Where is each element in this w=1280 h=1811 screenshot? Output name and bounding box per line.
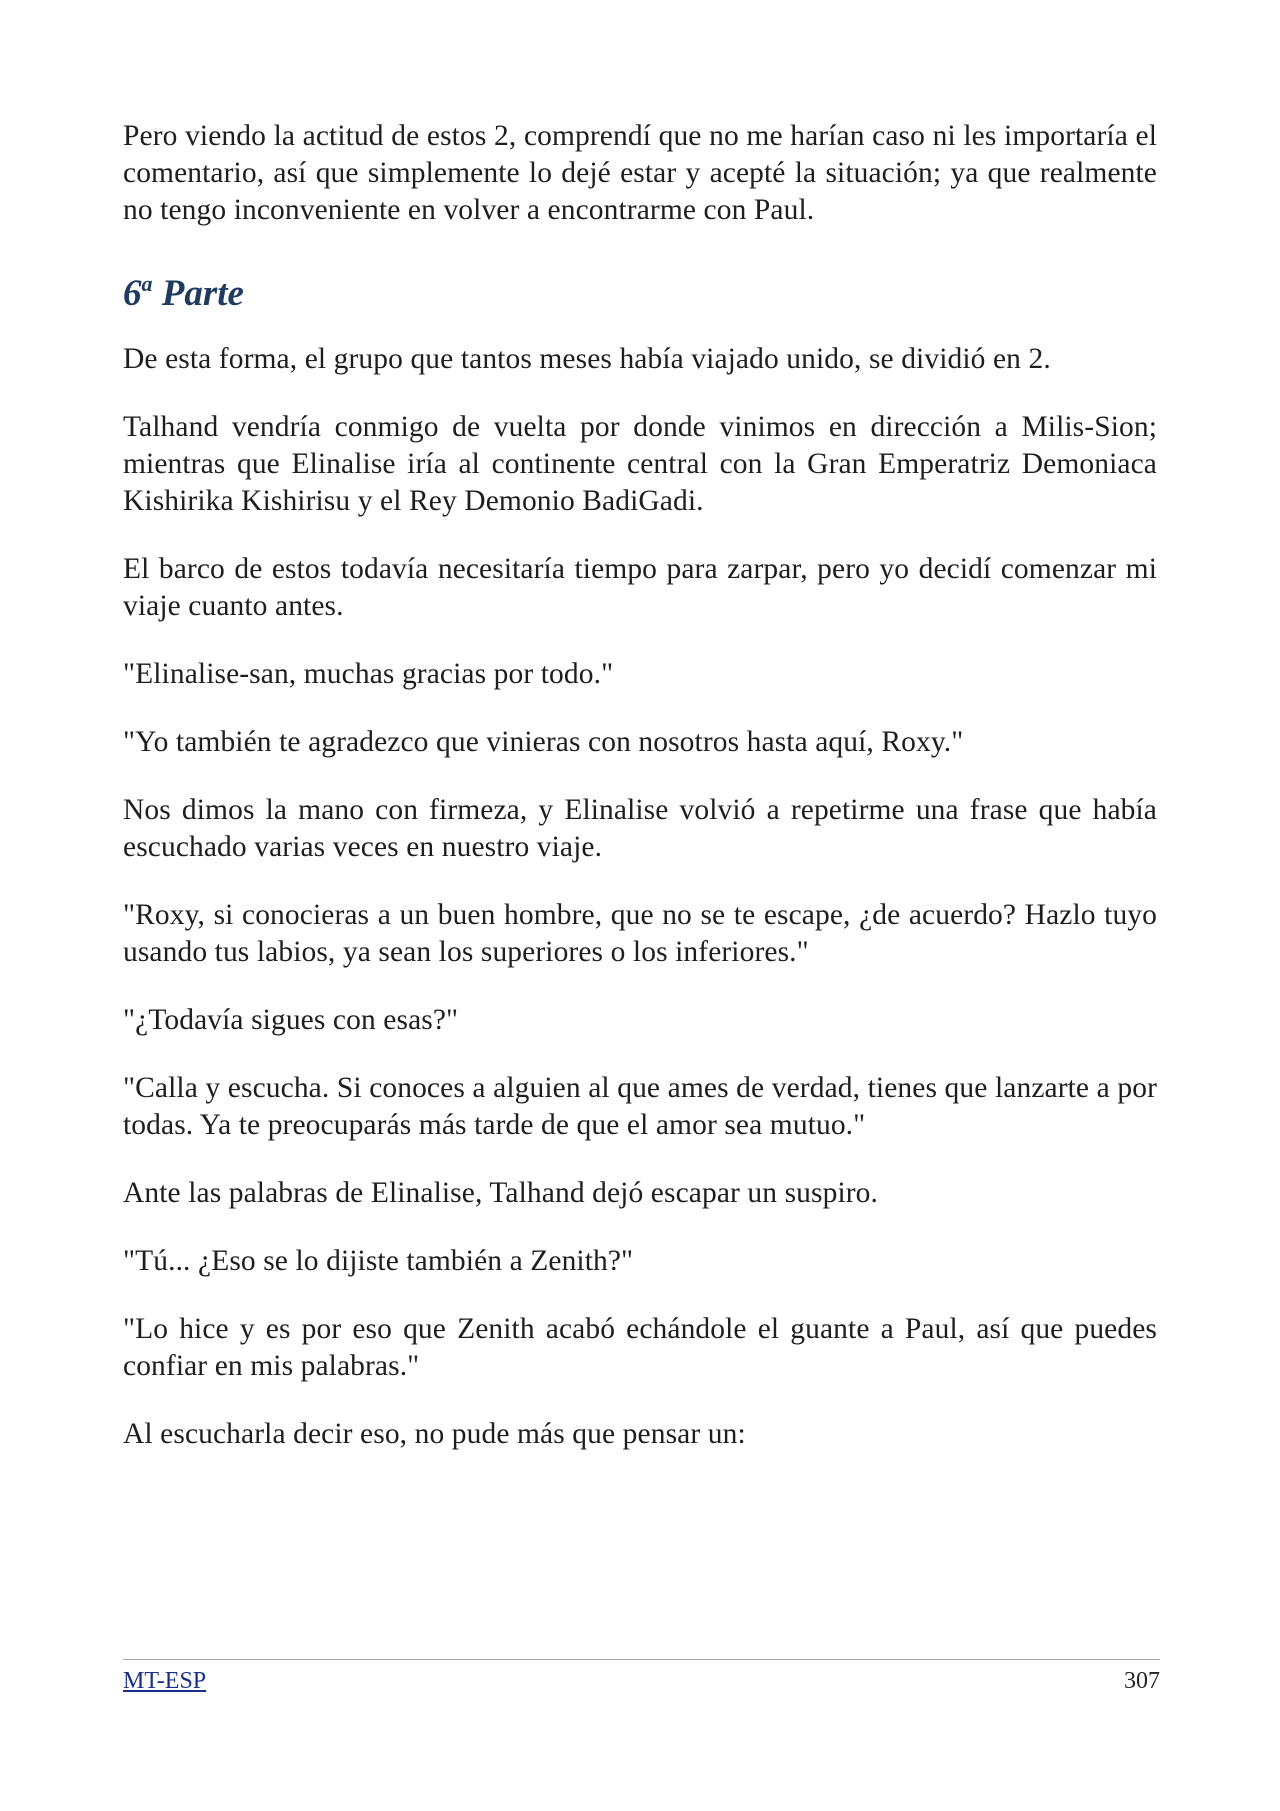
dialogue-line: "Lo hice y es por eso que Zenith acabó echándole el guante a Paul, así que puedes confiar en mis palabras." [123, 1313, 1157, 1382]
page-footer [123, 1659, 1160, 1695]
dialogue-line: "Calla y escucha. Si conoces a alguien al que ames de verdad, tienes que lanzarte a por todas. Ya te preocuparás más tarde de que el amor sea mutuo." [123, 1072, 1157, 1141]
page-content [123, 118, 1157, 1484]
intro-paragraph: Pero viendo la actitud de estos 2, comprendí que no me harían caso ni les importaría el comentario, así que simplemente lo dejé estar y acepté la situación; ya que realmente no tengo inconveniente en volver a encontrarme con Paul. [123, 120, 1157, 226]
section-ordinal: a [141, 271, 153, 296]
dialogue-line: "¿Todavía sigues con esas?" [123, 1004, 459, 1036]
dialogue-line: "Roxy, si conocieras a un buen hombre, que no se te escape, ¿de acuerdo? Hazlo tuyo usando tus labios, ya sean los superiores o los inferiores." [123, 899, 1157, 968]
dialogue-line: "Yo también te agradezco que vinieras con nosotros hasta aquí, Roxy." [123, 726, 964, 758]
dialogue-line: "Elinalise-san, muchas gracias por todo." [123, 658, 614, 690]
paragraph: El barco de estos todavía necesitaría tiempo para zarpar, pero yo decidí comenzar mi viaje cuanto antes. [123, 553, 1157, 622]
section-number: 6 [123, 273, 142, 314]
paragraph: Talhand vendría conmigo de vuelta por donde vinimos en dirección a Milis-Sion; mientras que Elinalise iría al continente central con la Gran Emperatriz Demoniaca Kishirika Kishirisu y el Rey Demonio BadiGadi. [123, 411, 1157, 517]
section-title: Parte [161, 273, 244, 314]
dialogue-line: "Tú... ¿Eso se lo dijiste también a Zenith?" [123, 1245, 634, 1277]
paragraph: Nos dimos la mano con firmeza, y Elinalise volvió a repetirme una frase que había escuchado varias veces en nuestro viaje. [123, 794, 1157, 863]
paragraph: Ante las palabras de Elinalise, Talhand dejó escapar un suspiro. [123, 1177, 878, 1209]
paragraph: De esta forma, el grupo que tantos meses había viajado unido, se dividió en 2. [123, 343, 1051, 375]
section-heading [123, 272, 1157, 316]
footer-link[interactable]: MT-ESP [123, 1668, 207, 1694]
paragraph: Al escucharla decir eso, no pude más que pensar un: [123, 1418, 746, 1450]
page-number: 307 [1124, 1668, 1160, 1694]
